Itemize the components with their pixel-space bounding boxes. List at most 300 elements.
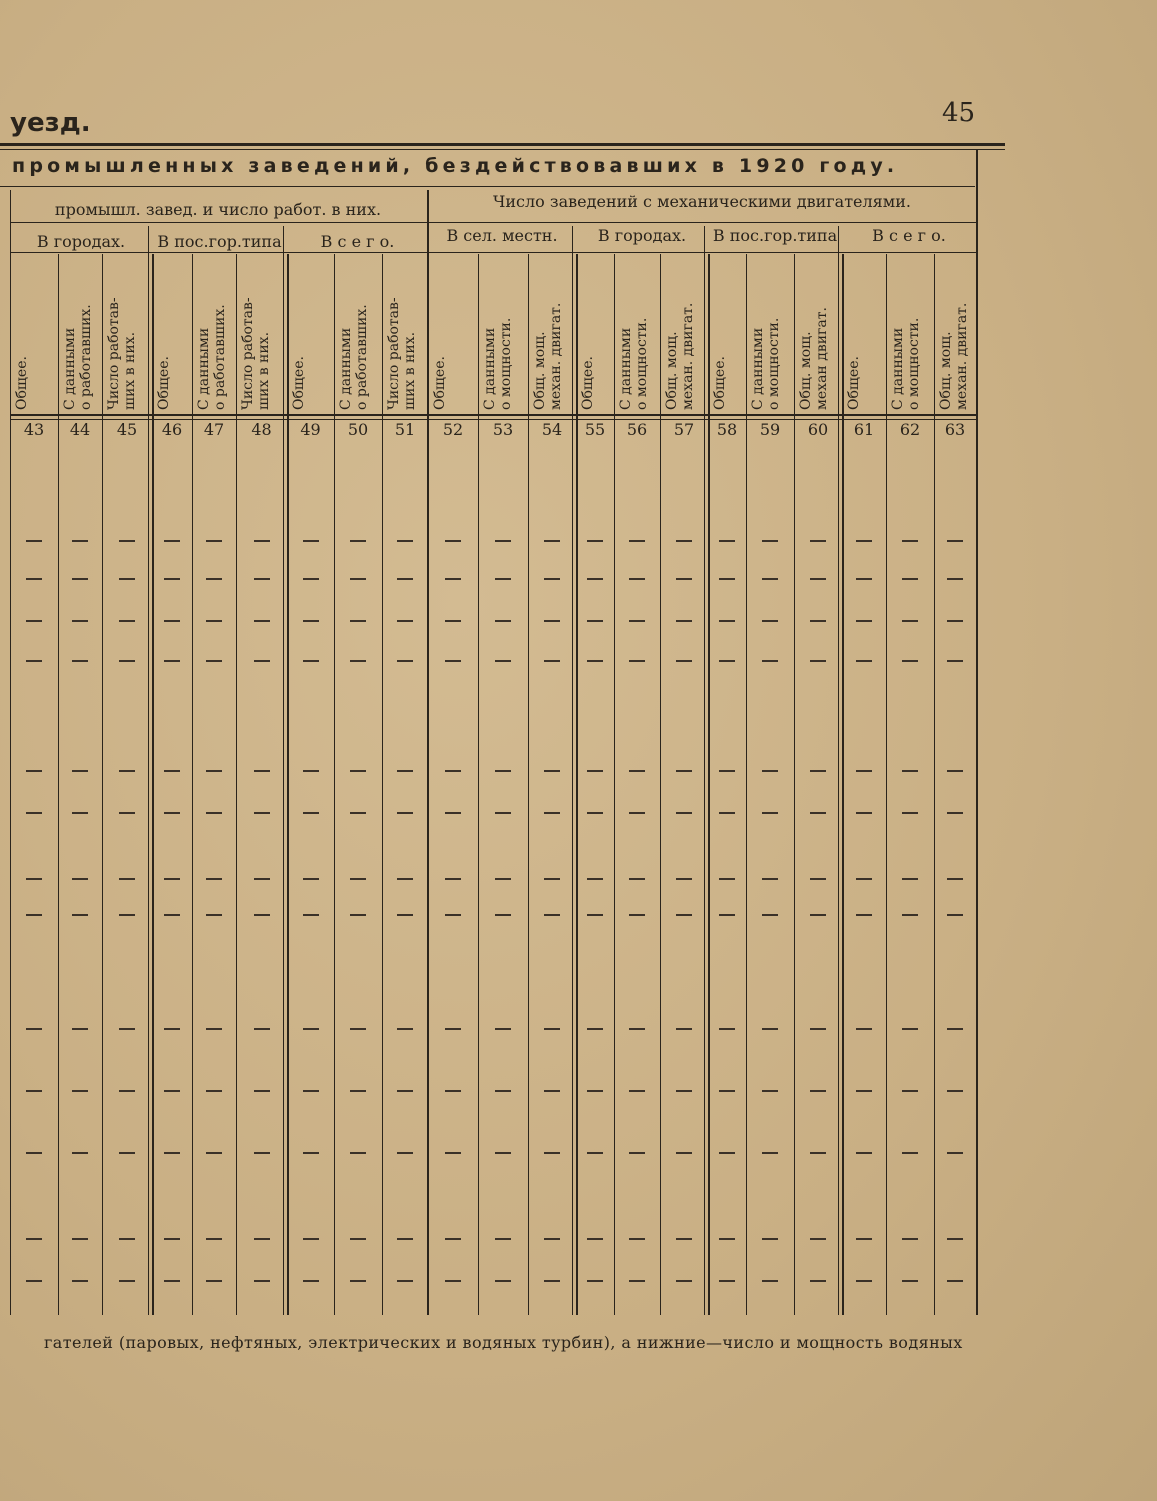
column-divider [382,254,383,1315]
empty-cell-dash [303,914,319,916]
empty-cell-dash [629,578,645,580]
empty-cell-dash [856,914,872,916]
empty-cell-dash [719,578,735,580]
column-label: С данными о мощности. [750,317,782,410]
empty-cell-dash [397,812,413,814]
empty-cell-dash [544,1090,560,1092]
empty-cell-dash [810,1238,826,1240]
empty-cell-dash [206,1238,222,1240]
empty-cell-dash [810,660,826,662]
column-divider [334,254,335,1315]
empty-cell-dash [26,660,42,662]
empty-cell-dash [902,1028,918,1030]
empty-cell-dash [206,1152,222,1154]
empty-cell-dash [119,578,135,580]
empty-cell-dash [544,540,560,542]
empty-cell-dash [856,1152,872,1154]
column-divider [287,254,289,1315]
empty-cell-dash [119,660,135,662]
empty-cell-dash [544,770,560,772]
empty-cell-dash [544,620,560,622]
empty-cell-dash [856,1028,872,1030]
empty-cell-dash [544,878,560,880]
empty-cell-dash [856,812,872,814]
empty-cell-dash [587,1152,603,1154]
empty-cell-dash [303,540,319,542]
empty-cell-dash [719,1028,735,1030]
empty-cell-dash [119,1238,135,1240]
column-number: 44 [69,420,91,439]
column-label: С данными о работавших. [196,304,228,410]
right-subgroup-0: В сел. местн. [446,226,558,245]
column-label: Общ. мощ. механ двигат. [798,307,830,410]
empty-cell-dash [587,812,603,814]
empty-cell-dash [254,620,270,622]
empty-cell-dash [350,620,366,622]
empty-cell-dash [254,1238,270,1240]
empty-cell-dash [26,1238,42,1240]
column-number: 61 [853,420,875,439]
empty-cell-dash [762,1152,778,1154]
empty-cell-dash [544,660,560,662]
empty-cell-dash [254,660,270,662]
empty-cell-dash [72,660,88,662]
empty-cell-dash [762,914,778,916]
empty-cell-dash [254,914,270,916]
empty-cell-dash [629,914,645,916]
empty-cell-dash [254,578,270,580]
empty-cell-dash [902,770,918,772]
empty-cell-dash [902,1152,918,1154]
column-divider [842,254,844,1315]
empty-cell-dash [119,1152,135,1154]
empty-cell-dash [303,1238,319,1240]
column-number: 63 [944,420,966,439]
empty-cell-dash [902,578,918,580]
empty-cell-dash [947,578,963,580]
footer-text: гателей (паровых, нефтяных, электрических и водяных турбин), а нижние—число и мощность водяных [44,1333,963,1352]
empty-cell-dash [719,540,735,542]
empty-cell-dash [544,1280,560,1282]
empty-cell-dash [164,540,180,542]
column-number: 49 [300,420,321,439]
empty-cell-dash [676,770,692,772]
empty-cell-dash [119,878,135,880]
empty-cell-dash [26,914,42,916]
empty-cell-dash [676,540,692,542]
empty-cell-dash [303,878,319,880]
empty-cell-dash [495,1238,511,1240]
empty-cell-dash [629,660,645,662]
district-label: уезд. [10,108,91,138]
empty-cell-dash [587,578,603,580]
empty-cell-dash [762,1028,778,1030]
empty-cell-dash [164,770,180,772]
empty-cell-dash [629,1028,645,1030]
empty-cell-dash [629,1238,645,1240]
empty-cell-dash [587,1238,603,1240]
empty-cell-dash [164,660,180,662]
empty-cell-dash [254,1280,270,1282]
empty-cell-dash [350,1238,366,1240]
empty-cell-dash [350,878,366,880]
column-label: Общее. [156,356,172,410]
empty-cell-dash [495,914,511,916]
column-divider [614,254,615,1315]
empty-cell-dash [350,770,366,772]
empty-cell-dash [254,878,270,880]
column-divider [478,254,479,1315]
empty-cell-dash [445,660,461,662]
empty-cell-dash [856,578,872,580]
empty-cell-dash [495,578,511,580]
empty-cell-dash [676,1152,692,1154]
column-divider [236,254,237,1315]
empty-cell-dash [206,914,222,916]
empty-cell-dash [350,1028,366,1030]
empty-cell-dash [72,578,88,580]
empty-cell-dash [206,1028,222,1030]
empty-cell-dash [206,812,222,814]
empty-cell-dash [810,1090,826,1092]
empty-cell-dash [397,770,413,772]
column-label: Число работав- ших в них. [106,297,138,410]
empty-cell-dash [254,770,270,772]
empty-cell-dash [206,770,222,772]
empty-cell-dash [350,1280,366,1282]
empty-cell-dash [810,770,826,772]
empty-cell-dash [902,878,918,880]
empty-cell-dash [72,1090,88,1092]
empty-cell-dash [902,660,918,662]
empty-cell-dash [676,812,692,814]
empty-cell-dash [762,878,778,880]
empty-cell-dash [947,770,963,772]
column-label: С данными о мощности. [890,317,922,410]
right-table-border [976,150,978,1315]
empty-cell-dash [544,578,560,580]
empty-cell-dash [629,1090,645,1092]
column-number: 48 [251,420,272,439]
empty-cell-dash [587,1028,603,1030]
empty-cell-dash [206,1090,222,1092]
empty-cell-dash [445,540,461,542]
column-divider [576,254,578,1315]
empty-cell-dash [72,540,88,542]
empty-cell-dash [26,1028,42,1030]
column-divider [10,190,11,1315]
empty-cell-dash [26,1090,42,1092]
empty-cell-dash [856,620,872,622]
empty-cell-dash [856,1280,872,1282]
column-number: 57 [673,420,695,439]
column-label: С данными о мощности. [618,317,650,410]
column-label: Общее. [291,356,307,410]
column-number: 56 [626,420,648,439]
empty-cell-dash [445,1028,461,1030]
column-divider-double [572,226,573,1315]
empty-cell-dash [676,1090,692,1092]
title-underline [0,186,975,187]
empty-cell-dash [397,1152,413,1154]
empty-cell-dash [397,540,413,542]
empty-cell-dash [303,578,319,580]
empty-cell-dash [445,812,461,814]
empty-cell-dash [350,540,366,542]
empty-cell-dash [119,1090,135,1092]
empty-cell-dash [676,914,692,916]
empty-cell-dash [544,1028,560,1030]
empty-cell-dash [676,1280,692,1282]
empty-cell-dash [629,620,645,622]
column-divider [746,254,747,1315]
empty-cell-dash [445,1280,461,1282]
empty-cell-dash [397,914,413,916]
empty-cell-dash [350,914,366,916]
empty-cell-dash [587,1090,603,1092]
column-divider [794,254,795,1315]
column-number: 59 [759,420,781,439]
empty-cell-dash [902,1090,918,1092]
empty-cell-dash [947,620,963,622]
column-label: С данными о мощности. [482,317,514,410]
top-rule [0,143,1005,146]
empty-cell-dash [629,878,645,880]
column-divider-double [838,226,839,1315]
empty-cell-dash [676,660,692,662]
empty-cell-dash [495,1090,511,1092]
empty-cell-dash [676,1238,692,1240]
empty-cell-dash [902,620,918,622]
empty-cell-dash [719,1280,735,1282]
empty-cell-dash [587,770,603,772]
page-number: 45 [942,98,976,128]
empty-cell-dash [810,914,826,916]
empty-cell-dash [164,1152,180,1154]
empty-cell-dash [72,1028,88,1030]
empty-cell-dash [762,770,778,772]
empty-cell-dash [719,1152,735,1154]
empty-cell-dash [72,878,88,880]
group-caption-underline [10,222,976,223]
empty-cell-dash [350,1152,366,1154]
column-number: 45 [116,420,138,439]
empty-cell-dash [445,1090,461,1092]
empty-cell-dash [762,620,778,622]
column-divider [192,254,193,1315]
empty-cell-dash [119,1280,135,1282]
empty-cell-dash [26,578,42,580]
empty-cell-dash [762,660,778,662]
header-bottom-rule [10,414,976,416]
empty-cell-dash [303,620,319,622]
column-divider [934,254,935,1315]
column-divider-double [704,226,705,1315]
empty-cell-dash [445,878,461,880]
empty-cell-dash [72,620,88,622]
empty-cell-dash [397,1280,413,1282]
empty-cell-dash [810,1152,826,1154]
top-rule-thin [0,149,1005,150]
empty-cell-dash [303,1028,319,1030]
empty-cell-dash [947,914,963,916]
column-divider [708,254,710,1315]
empty-cell-dash [947,540,963,542]
empty-cell-dash [26,1280,42,1282]
empty-cell-dash [72,914,88,916]
empty-cell-dash [947,660,963,662]
subgroup-underline [10,252,976,253]
empty-cell-dash [947,1028,963,1030]
empty-cell-dash [629,1280,645,1282]
column-label: Общее. [580,356,596,410]
empty-cell-dash [947,1280,963,1282]
empty-cell-dash [629,770,645,772]
empty-cell-dash [676,1028,692,1030]
empty-cell-dash [719,914,735,916]
empty-cell-dash [206,540,222,542]
empty-cell-dash [206,660,222,662]
column-number: 62 [899,420,921,439]
empty-cell-dash [206,1280,222,1282]
column-label: Общее. [846,356,862,410]
right-subgroup-3: В с е г о. [872,226,946,245]
empty-cell-dash [350,578,366,580]
empty-cell-dash [26,878,42,880]
empty-cell-dash [495,540,511,542]
column-number: 50 [347,420,369,439]
empty-cell-dash [119,540,135,542]
empty-cell-dash [445,578,461,580]
empty-cell-dash [719,812,735,814]
empty-cell-dash [445,770,461,772]
empty-cell-dash [72,1280,88,1282]
empty-cell-dash [72,1152,88,1154]
empty-cell-dash [810,1028,826,1030]
empty-cell-dash [206,578,222,580]
empty-cell-dash [902,812,918,814]
right-subgroup-1: В городах. [597,226,687,245]
empty-cell-dash [206,620,222,622]
empty-cell-dash [119,1028,135,1030]
column-number: 51 [394,420,416,439]
empty-cell-dash [254,1152,270,1154]
column-label: Общ. мощ. механ. двигат. [938,302,970,410]
left-subgroup-2: В с е г о. [320,232,395,251]
empty-cell-dash [164,1280,180,1282]
empty-cell-dash [810,1280,826,1282]
column-number: 52 [442,420,464,439]
empty-cell-dash [397,878,413,880]
empty-cell-dash [947,1090,963,1092]
empty-cell-dash [303,1152,319,1154]
empty-cell-dash [72,770,88,772]
empty-cell-dash [587,914,603,916]
empty-cell-dash [119,914,135,916]
empty-cell-dash [762,540,778,542]
empty-cell-dash [544,1152,560,1154]
empty-cell-dash [303,770,319,772]
column-number: 47 [203,420,225,439]
empty-cell-dash [495,878,511,880]
column-label: С данными о работавших. [338,304,370,410]
empty-cell-dash [856,540,872,542]
empty-cell-dash [587,620,603,622]
empty-cell-dash [856,878,872,880]
empty-cell-dash [72,812,88,814]
empty-cell-dash [810,878,826,880]
column-label: Общее. [14,356,30,410]
empty-cell-dash [397,1090,413,1092]
empty-cell-dash [587,1280,603,1282]
empty-cell-dash [810,812,826,814]
empty-cell-dash [587,660,603,662]
column-number: 55 [584,420,606,439]
empty-cell-dash [856,770,872,772]
empty-cell-dash [719,770,735,772]
empty-cell-dash [397,660,413,662]
empty-cell-dash [254,1090,270,1092]
column-label: Общее. [432,356,448,410]
empty-cell-dash [947,878,963,880]
empty-cell-dash [397,578,413,580]
empty-cell-dash [254,540,270,542]
empty-cell-dash [676,578,692,580]
empty-cell-dash [810,578,826,580]
empty-cell-dash [762,1280,778,1282]
empty-cell-dash [254,812,270,814]
left-subgroup-0: В городах. [36,232,126,251]
empty-cell-dash [629,540,645,542]
empty-cell-dash [164,1238,180,1240]
empty-cell-dash [119,770,135,772]
empty-cell-dash [350,1090,366,1092]
empty-cell-dash [544,914,560,916]
right-subgroup-2: В пос.гор.типа [712,226,838,245]
empty-cell-dash [856,660,872,662]
empty-cell-dash [164,812,180,814]
empty-cell-dash [26,1152,42,1154]
empty-cell-dash [397,1238,413,1240]
empty-cell-dash [762,1238,778,1240]
column-number: 54 [541,420,563,439]
empty-cell-dash [495,620,511,622]
column-divider-double [283,226,284,1315]
empty-cell-dash [719,620,735,622]
empty-cell-dash [902,1280,918,1282]
empty-cell-dash [947,812,963,814]
empty-cell-dash [856,1090,872,1092]
empty-cell-dash [902,540,918,542]
empty-cell-dash [947,1152,963,1154]
empty-cell-dash [397,620,413,622]
empty-cell-dash [164,578,180,580]
left-group-caption: промышл. завед. и число работ. в них. [54,200,382,219]
empty-cell-dash [445,1238,461,1240]
empty-cell-dash [676,620,692,622]
empty-cell-dash [495,770,511,772]
empty-cell-dash [445,1152,461,1154]
table-title: промышленных заведений, бездействовавших в 1920 году. [12,155,899,177]
empty-cell-dash [26,812,42,814]
empty-cell-dash [303,1280,319,1282]
column-divider [886,254,887,1315]
column-divider [102,254,103,1315]
column-divider-double [148,226,149,1315]
column-number: 43 [23,420,45,439]
empty-cell-dash [587,540,603,542]
column-divider [528,254,529,1315]
